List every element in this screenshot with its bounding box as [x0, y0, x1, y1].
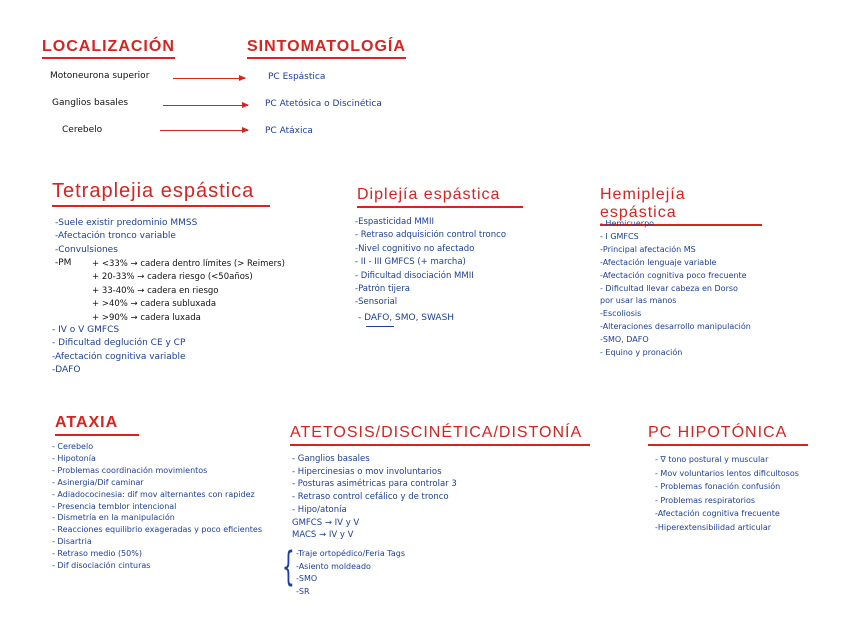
- list-item: -Convulsiones: [55, 244, 118, 255]
- list-item: -SR: [296, 586, 310, 596]
- hemiplejia-title: Hemiplejía espástica: [600, 186, 762, 226]
- list-item: - Retraso medio (50%): [52, 549, 142, 559]
- list-item: - Retraso control cefálico y de tronco: [292, 492, 449, 503]
- atetosis-list: [292, 453, 457, 542]
- localizacion-item-motoneurona: Motoneurona superior: [50, 71, 150, 81]
- atetosis-brace-list: [296, 548, 405, 598]
- hemiplejia-list: [600, 218, 751, 360]
- list-item: MACS → IV y V: [292, 530, 354, 541]
- list-item: - I GMFCS: [600, 231, 639, 241]
- list-item: -Afectación tronco variable: [55, 231, 176, 242]
- list-item: - Dismetría en la manipulación: [52, 513, 175, 523]
- list-item: -Principal afectación MS: [600, 244, 696, 254]
- list-item: - Posturas asimétricas para controlar 3: [292, 479, 457, 490]
- list-item: -Traje ortopédico/Feria Tags: [296, 549, 405, 558]
- list-item: + 20-33% → cadera riesgo (<50años): [92, 272, 253, 283]
- list-item: -Afectación cognitiva frecuente: [655, 509, 780, 518]
- list-item: -Sensorial: [355, 297, 398, 308]
- list-item: - Problemas coordinación movimientos: [52, 465, 208, 475]
- hipotonica-title: PC HIPOTÓNICA: [648, 424, 808, 446]
- localizacion-item-cerebelo: Cerebelo: [62, 125, 103, 135]
- list-item: -Afectación lenguaje variable: [600, 257, 717, 267]
- list-item: - Presencia temblor intencional: [52, 501, 177, 511]
- arrow-ganglios: [163, 105, 248, 106]
- list-item: -Escoliosis: [600, 309, 642, 319]
- list-item: -Patrón tijera: [355, 284, 410, 295]
- diplejia-list: [355, 216, 506, 310]
- list-item: -SMO: [296, 574, 318, 583]
- localizacion-item-ganglios: Ganglios basales: [52, 98, 129, 108]
- tetraplejia-list-top: [55, 217, 197, 257]
- list-item: -Espasticidad MMII: [355, 217, 435, 227]
- list-item: - Problemas respiratorios: [655, 495, 756, 505]
- localizacion-title: LOCALIZACIÓN: [42, 38, 175, 59]
- list-item: - Hemicuerpo: [600, 219, 655, 228]
- list-item: - Hipo/atonía: [292, 504, 347, 515]
- list-item: -Nivel cognitivo no afectado: [355, 243, 475, 254]
- list-item: + 33-40% → cadera en riesgo: [92, 285, 219, 296]
- list-item: - Adiadococinesia: dif mov alternantes con rapidez: [52, 489, 255, 499]
- list-item: - Cerebelo: [52, 442, 94, 451]
- ataxia-list: [52, 441, 262, 572]
- list-item: -SMO, DAFO: [600, 335, 649, 345]
- sintoma-ataxica: PC Atáxica: [265, 126, 313, 136]
- hipotonica-list: [655, 453, 799, 534]
- list-item: - Hipotonía: [52, 453, 96, 463]
- diplejia-last-underline: [366, 326, 394, 327]
- list-item: -Asiento moldeado: [296, 561, 371, 571]
- tetraplejia-pm-list: [92, 258, 285, 325]
- list-item: - Disartria: [52, 537, 92, 547]
- tetraplejia-list-bottom: [52, 324, 186, 378]
- arrow-motoneurona: [173, 78, 245, 79]
- list-item: - IV o V GMFCS: [52, 325, 120, 335]
- list-item: -Alteraciones desarrollo manipulación: [600, 322, 751, 332]
- list-item: - Dif disociación cinturas: [52, 561, 151, 571]
- ataxia-title: ATAXIA: [55, 414, 139, 436]
- list-item: por usar las manos: [600, 296, 677, 306]
- sintoma-atetosica: PC Atetósica o Discinética: [265, 99, 382, 109]
- list-item: - Equino y pronación: [600, 348, 683, 358]
- diplejia-last: - DAFO, SMO, SWASH: [358, 313, 455, 323]
- tetraplejia-title: Tetraplejia espástica: [52, 180, 270, 207]
- sintomatologia-title: SINTOMATOLOGÍA: [247, 38, 406, 59]
- sintoma-espastica: PC Espástica: [268, 72, 326, 82]
- list-item: - Dificultad llevar cabeza en Dorso: [600, 283, 738, 293]
- list-item: -DAFO: [52, 365, 81, 376]
- list-item: - Dificultad deglución CE y CP: [52, 338, 186, 349]
- atetosis-title: ATETOSIS/DISCINÉTICA/DISTONÍA: [290, 424, 590, 446]
- list-item: + >40% → cadera subluxada: [92, 299, 217, 310]
- list-item: - Mov voluntarios lentos dificultosos: [655, 468, 799, 478]
- list-item: -Afectación cognitiva poco frecuente: [600, 270, 747, 280]
- list-item: GMFCS → IV y V: [292, 517, 360, 528]
- list-item: - Ganglios basales: [292, 454, 370, 464]
- list-item: - Asinergia/Dif caminar: [52, 477, 144, 487]
- atetosis-brace: {: [282, 544, 295, 590]
- list-item: - Retraso adquisición control tronco: [355, 230, 507, 241]
- list-item: - II - III GMFCS (+ marcha): [355, 257, 466, 268]
- list-item: -Afectación cognitiva variable: [52, 351, 186, 362]
- list-item: - Reacciones equilibrio exageradas y poco eficientes: [52, 525, 263, 535]
- list-item: - Problemas fonación confusión: [655, 482, 781, 491]
- arrow-cerebelo: [160, 130, 248, 131]
- list-item: - Dificultad disociación MMII: [355, 270, 474, 281]
- list-item: - Hipercinesias o mov involuntarios: [292, 466, 442, 477]
- list-item: + <33% → cadera dentro límites (> Reimers): [92, 259, 285, 269]
- list-item: - ∇ tono postural y muscular: [655, 455, 769, 464]
- list-item: -Hiperextensibilidad articular: [655, 522, 772, 532]
- list-item: -Suele existir predominio MMSS: [55, 218, 198, 228]
- tetraplejia-pm-label: -PM: [55, 258, 72, 268]
- list-item: + >90% → cadera luxada: [92, 312, 201, 323]
- diplejia-title: Diplejía espástica: [357, 186, 523, 208]
